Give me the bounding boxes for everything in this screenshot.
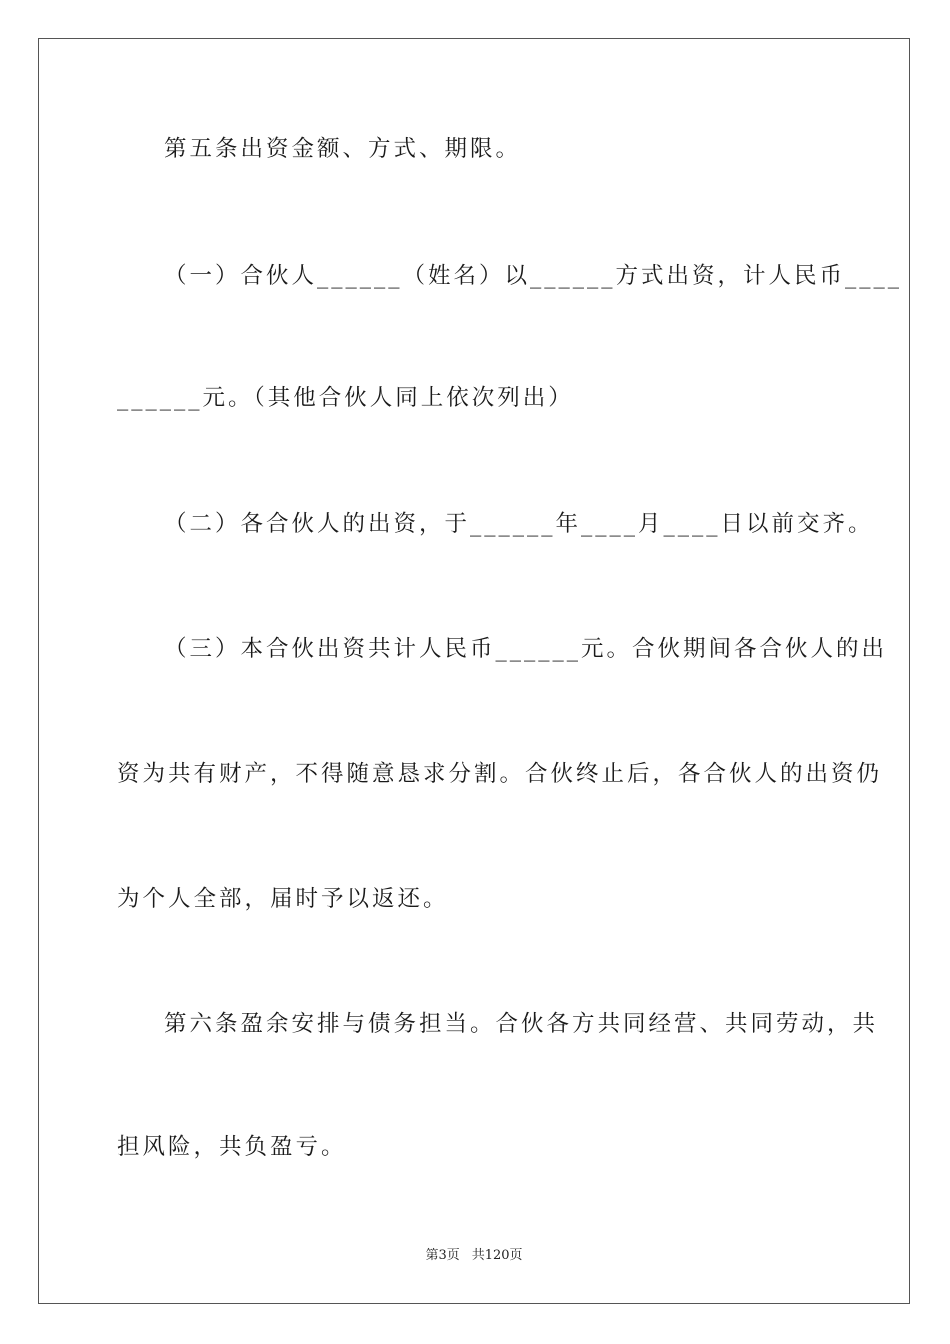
page-footer — [39, 1247, 909, 1265]
article-6-line-1: 第六条盈余安排与债务担当。合伙各方共同经营、共同劳动，共 — [164, 1011, 879, 1037]
clause-3-line-1: （三）本合伙出资共计人民币______元。合伙期间各合伙人的出 — [164, 636, 888, 662]
article-6-line-2: 担风险，共负盈亏。 — [117, 1134, 347, 1160]
article-5-heading: 第五条出资金额、方式、期限。 — [164, 136, 522, 162]
clause-1-line-1: （一）合伙人______（姓名）以______方式出资，计人民币____ — [164, 263, 903, 289]
clause-1-line-2: ______元。（其他合伙人同上依次列出） — [117, 385, 574, 411]
clause-3-line-3: 为个人全部，届时予以返还。 — [117, 886, 449, 912]
page-total: 共120页 — [471, 1248, 523, 1263]
document-page — [38, 38, 910, 1304]
clause-3-line-2: 资为共有财产，不得随意恳求分割。合伙终止后，各合伙人的出资仍 — [117, 761, 883, 787]
clause-2: （二）各合伙人的出资，于______年____月____日以前交齐。 — [164, 511, 874, 537]
page-number: 第3页 — [425, 1248, 460, 1263]
